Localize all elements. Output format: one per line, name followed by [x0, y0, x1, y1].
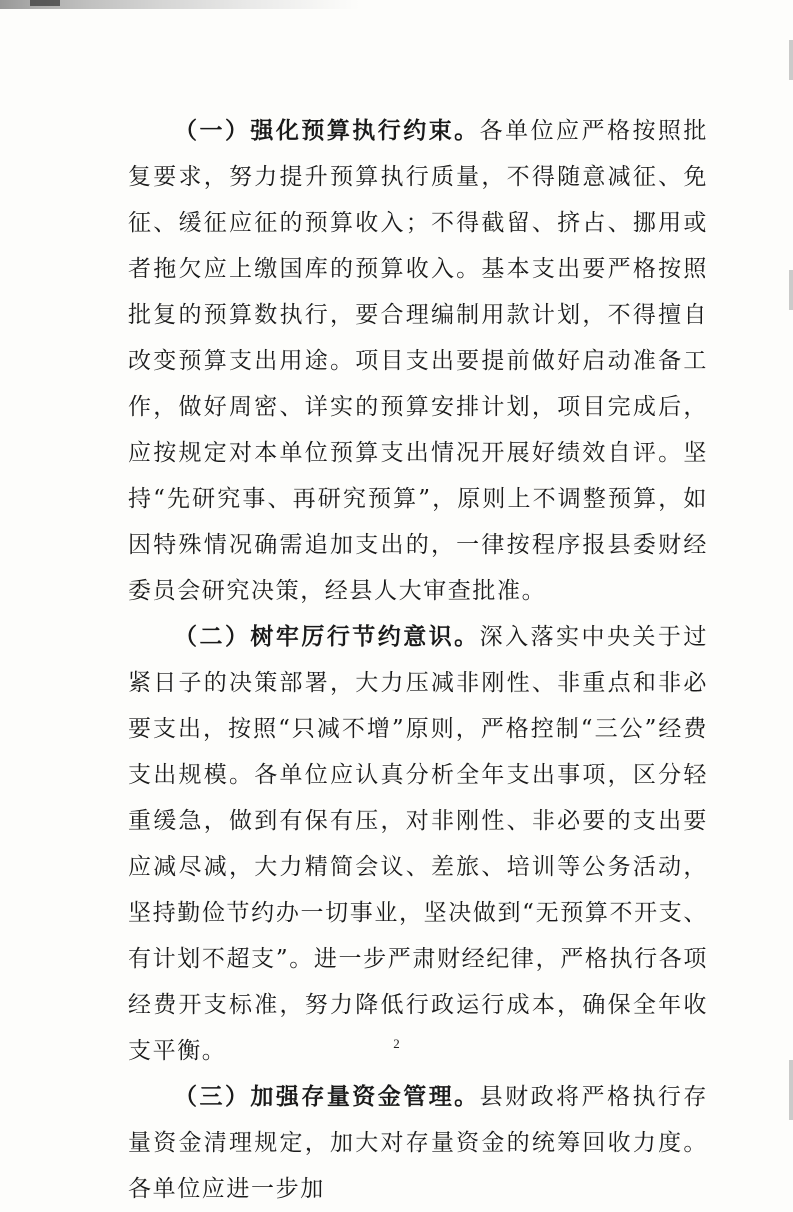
paragraph-heading: （三）加强存量资金管理。 [174, 1083, 480, 1110]
paragraph-heading: （二）树牢厉行节约意识。 [174, 623, 480, 650]
scan-edge-right-2 [789, 270, 793, 310]
paragraph-heading: （一）强化预算执行约束。 [174, 117, 480, 144]
paragraph-frugality [128, 614, 708, 1074]
paragraph-fund-management [128, 1074, 708, 1212]
scan-edge-right-1 [789, 40, 793, 80]
paragraph-budget-execution [128, 108, 708, 614]
page-number: 2 [393, 1036, 400, 1051]
scan-mark-top-left [30, 0, 60, 6]
paragraph-text: 县财政将严格执行存量资金清理规定，加大对存量资金的统筹回收力度。各单位应进一步加 [128, 1084, 708, 1202]
paragraph-text: 深入落实中央关于过紧日子的决策部署，大力压减非刚性、非重点和非必要支出，按照“只减不增”原则，严格控制“三公”经费支出规模。各单位应认真分析全年支出事项，区分轻重缓急，做到有保有压，对非刚性、非必要的支出要应减尽减，大力精简会议、差旅、培训等公务活动，坚持勤俭节约办一切事业，坚决做到“无预算不开支、有计划不超支”。进一步严肃财经纪律，严格执行各项经费开支标准，努力降低行政运行成本，确保全年收支平衡。 [128, 624, 708, 1064]
scan-edge-right-3 [789, 1060, 793, 1120]
paragraph-text: 各单位应严格按照批复要求，努力提升预算执行质量，不得随意减征、免征、缓征应征的预算收入；不得截留、挤占、挪用或者拖欠应上缴国库的预算收入。基本支出要严格按照批复的预算数执行，要合理编制用款计划，不得擅自改变预算支出用途。项目支出要提前做好启动准备工作，做好周密、详实的预算安排计划，项目完成后，应按规定对本单位预算支出情况开展好绩效自评。坚持“先研究事、再研究预算”，原则上不调整预算，如因特殊情况确需追加支出的，一律按程序报县委财经委员会研究决策，经县人大审查批准。 [128, 118, 708, 604]
